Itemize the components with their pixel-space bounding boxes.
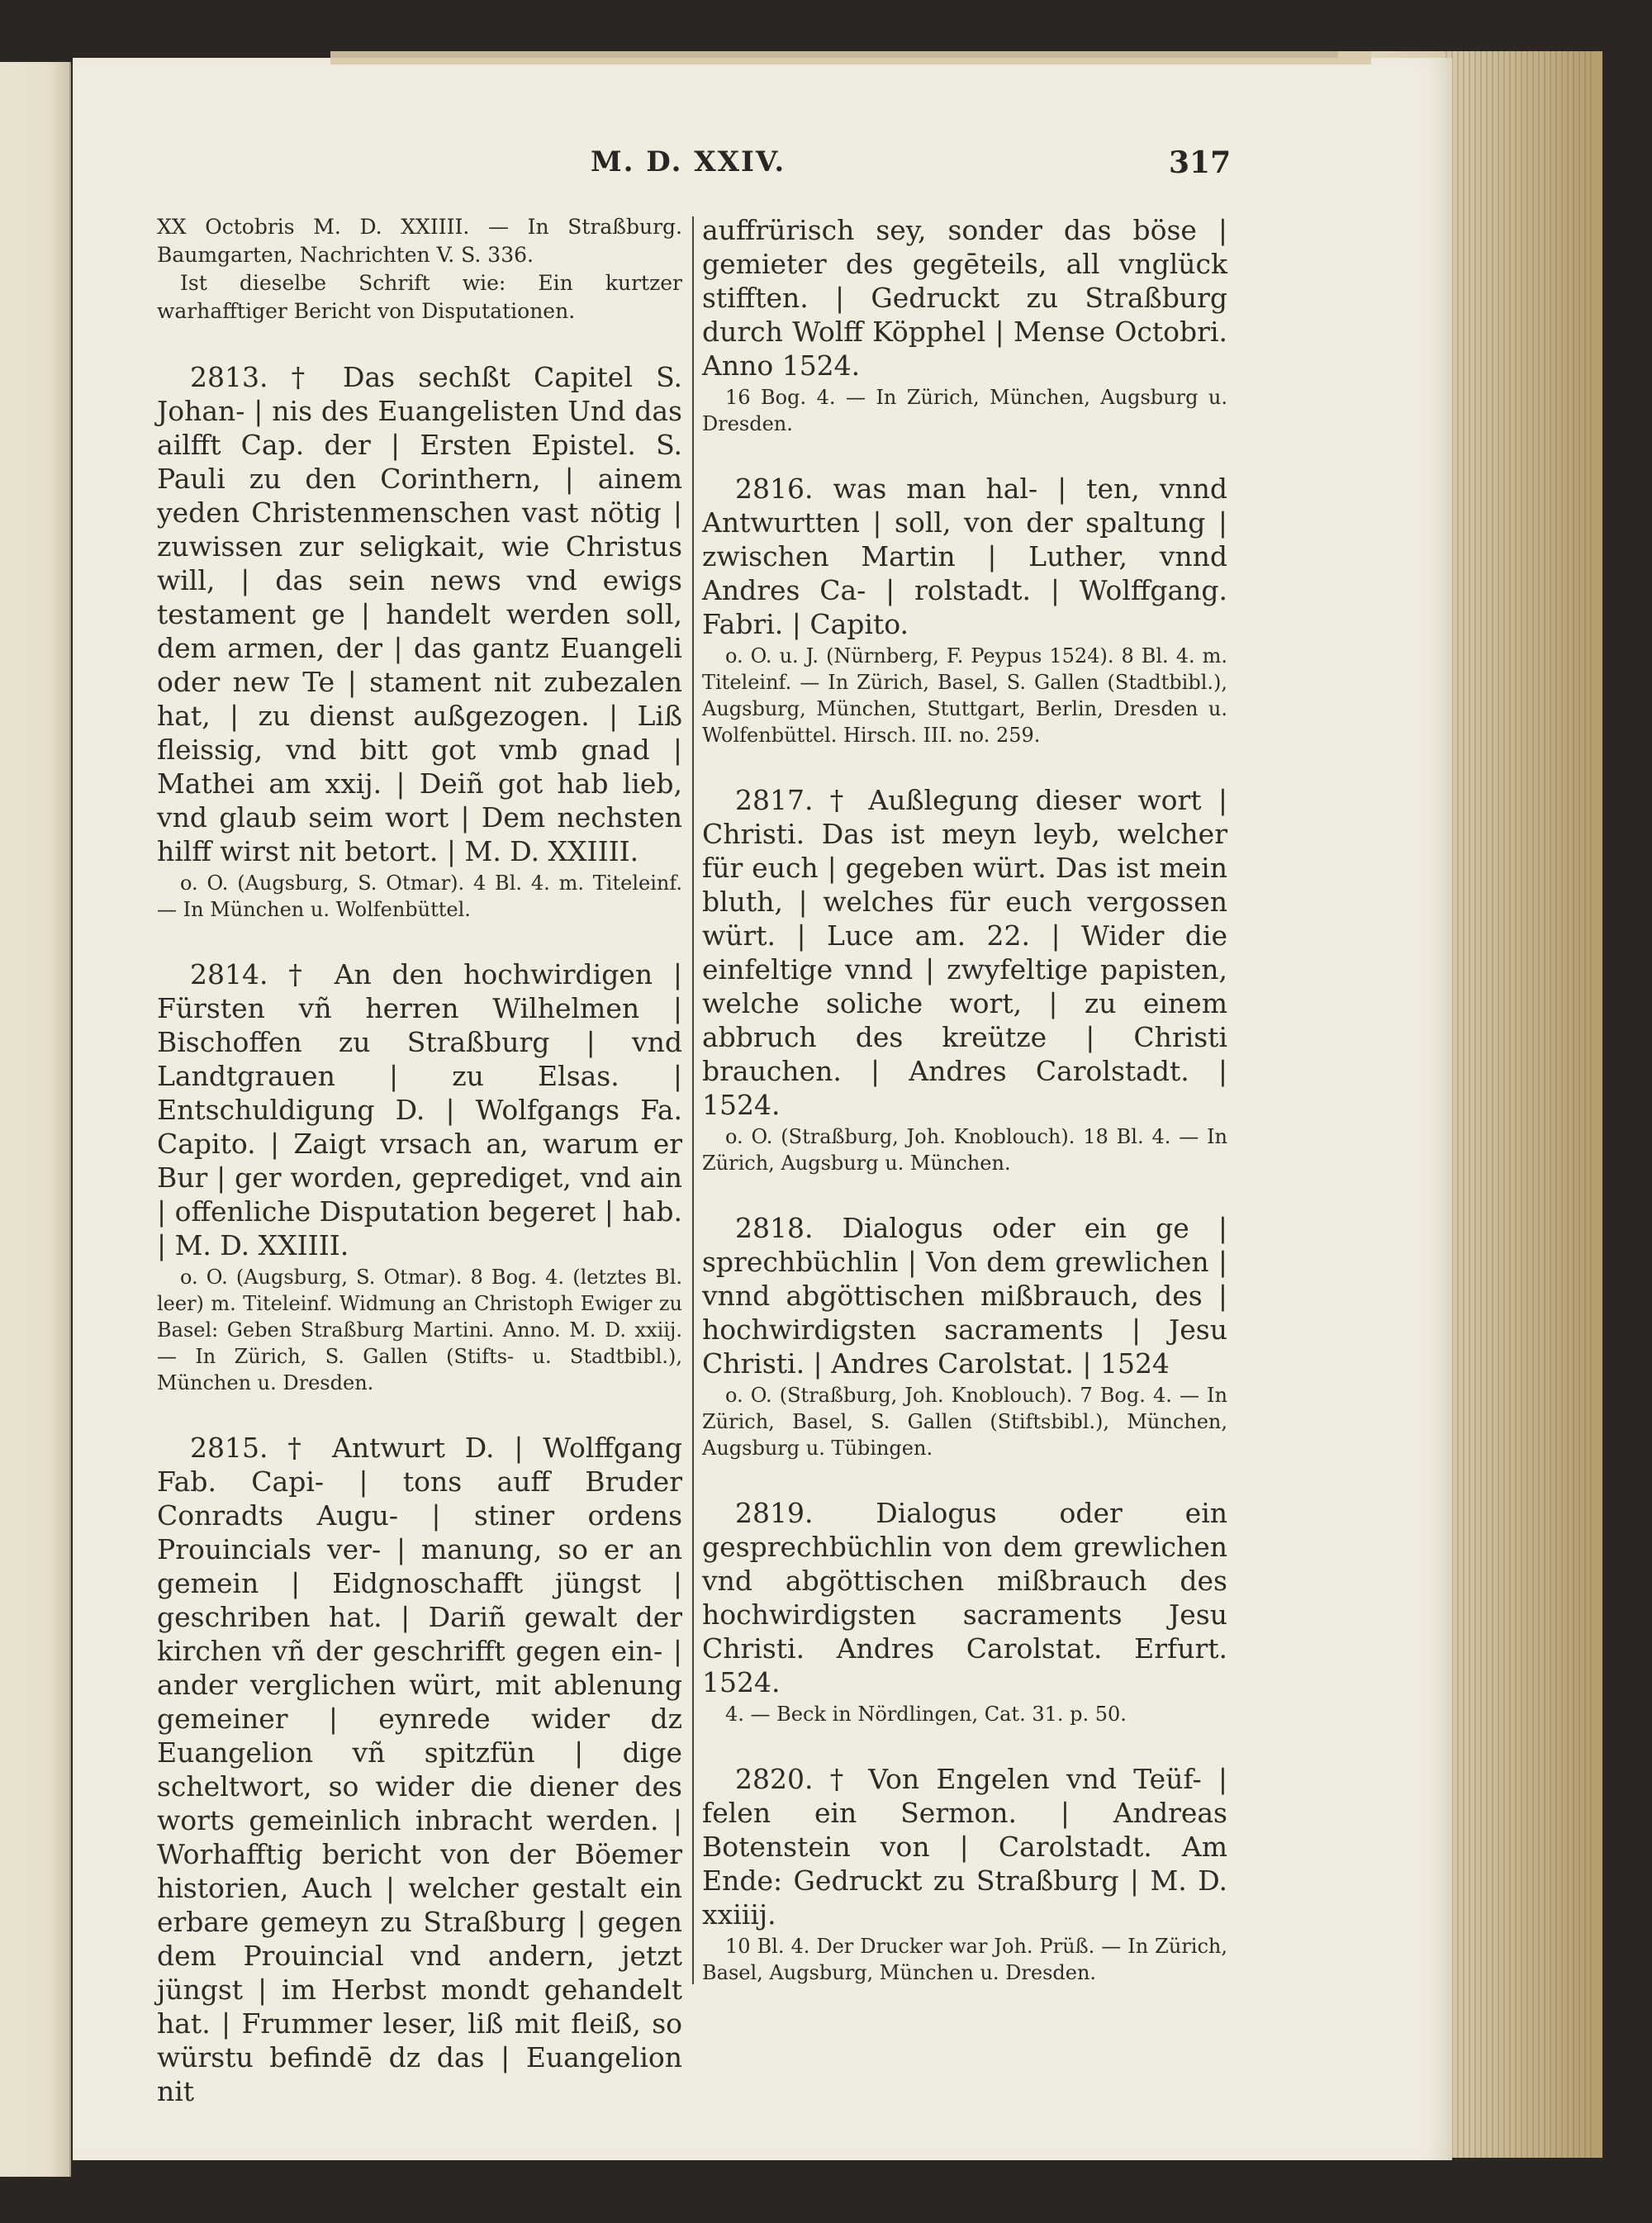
page-header [0,145,1652,195]
entry-title: 2816. was man hal- | ten, vnnd Antwurtten | soll, von der spaltung | zwischen Martin | Luther, vnnd Andres Ca- | rolstadt. | Wolffgang. Fabri. | Capito. [702,473,1227,640]
page-number: 317 [1169,145,1232,180]
catalog-entry-2814 [157,957,682,1396]
entry-title: 2819. Dialogus oder ein gesprechbüchlin von dem grewlichen vnd abgöttischen mißbrauch des hochwirdigsten sacraments Jesu Christi. Andres Carolstat. Erfurt. 1524. [702,1497,1227,1698]
right-column [702,213,1227,2021]
catalog-entry-2816 [702,472,1227,748]
catalog-entry-2813 [157,360,682,923]
entry-notes: o. O. (Straßburg, Joh. Knoblouch). 18 Bl. 4. — In Zürich, Augsburg u. München. [702,1125,1227,1175]
continued-note-line: Ist dieselbe Schrift wie: Ein kurtzer warhafftiger Bericht von Disputationen. [157,271,682,323]
entry-title: auffrürisch sey, sonder das böse | gemieter des gegēteils, all vnglück stifften. | Gedruckt zu Straßburg durch Wolff Köpphel | Mense Octobri. Anno 1524. [702,214,1227,382]
entry-notes: 4. — Beck in Nördlingen, Cat. 31. p. 50. [725,1703,1127,1726]
left-column [157,213,682,2143]
entry-notes: o. O. u. J. (Nürnberg, F. Peypus 1524). 8 Bl. 4. m. Titeleinf. — In Zürich, Basel, S. Gallen (Stadtbibl.), Augsburg, München, Stuttgart, Berlin, Dresden u. Wolfenbüttel. Hirsch. III. no. 259. [702,644,1227,747]
entry-title: 2814. † An den hochwirdigen | Fürsten vñ herren Wilhelmen | Bischoffen zu Straßburg | vnd Landtgrauen | zu Elsas. | Entschuldigung D. | Wolfgangs Fa. Capito. | Zaigt vrsach an, warum er Bur | ger worden, geprediget, vnd ain | offenliche Disputation begeret | hab. | M. D. XXIIII. [157,958,682,1261]
entry-notes: o. O. (Augsburg, S. Otmar). 4 Bl. 4. m. Titeleinf. — In München u. Wolfenbüttel. [157,872,682,921]
running-title: M. D. XXIV. [591,145,786,178]
catalog-entry-2819 [702,1496,1227,1727]
entry-title: 2820. † Von Engelen vnd Teüf- | felen ein Sermon. | Andreas Botenstein von | Carolstadt. Am Ende: Gedruckt zu Straßburg | M. D. xxiiij. [702,1763,1227,1931]
entry-title: 2815. † Antwurt D. | Wolffgang Fab. Capi- | tons auff Bruder Conradts Augu- | stiner ordens Prouincials ver- | manung, so er an gemein | Eidgnoschafft jüngst | geschriben hat. | Dariñ gewalt der kirchen vñ der geschrifft gegen ein- | ander verglichen würt, mit ablenung gemeiner | eynrede wider dz Euangelion vñ spitzfün | dige scheltwort, so wider die diener des worts gemeinlich inbracht werden. | Worhafftig bericht von der Böemer historien, Auch | welcher gestalt ein erbare gemeyn zu Straßburg | gegen dem Prouincial vnd andern, jetzt jüngst | im Herbst mondt gehandelt hat. | Frummer leser, liß mit fleiß, so würstu befindē dz das | Euangelion nit [157,1432,682,2107]
catalog-entry-2818 [702,1211,1227,1461]
entry-notes: o. O. (Augsburg, S. Otmar). 8 Bog. 4. (letztes Bl. leer) m. Titeleinf. Widmung an Christoph Ewiger zu Basel: Geben Straßburg Martini. Anno. M. D. xxiij. — In Zürich, S. Gallen (Stifts- u. Stadtbibl.), München u. Dresden. [157,1266,682,1394]
catalog-entry-2815 [157,1431,682,2108]
entry-title: 2818. Dialogus oder ein ge | sprechbüchlin | Von dem grewlichen | vnnd abgöttischen mißbrauch, des | hochwirdigsten sacraments | Jesu Christi. | Andres Carolstat. | 1524 [702,1212,1227,1380]
entry-notes: 16 Bog. 4. — In Zürich, München, Augsburg u. Dresden. [702,386,1227,435]
page-top-edge [330,51,1371,64]
column-divider [692,216,694,1984]
entry-notes: 10 Bl. 4. Der Drucker war Joh. Prüß. — In Zürich, Basel, Augsburg, München u. Dresden. [702,1935,1227,1984]
catalog-entry-2817 [702,783,1227,1176]
entry-title: 2813. † Das sechßt Capitel S. Johan- | nis des Euangelisten Und das ailfft Cap. der | Ersten Epistel. S. Pauli zu den Corinthern, | ainem yeden Christenmenschen vast nötig | zuwissen zur seligkait, wie Christus will, | das sein news vnd ewigs testament ge | handelt werden soll, dem armen, der | das gantz Euangeli oder new Te | stament nit zubezalen hat, | zu dienst außgezogen. | Liß fleissig, vnd bitt got vmb gnad | Mathei am xxij. | Deiñ got hab lieb, vnd glaub seim wort | Dem nechsten hilff wirst nit betort. | M. D. XXIIII. [157,361,682,867]
catalog-entry-2820 [702,1762,1227,1986]
facing-page-edge [0,62,71,2177]
catalog-entry-2815-continued [702,213,1227,437]
continued-note-line: XX Octobris M. D. XXIIII. — In Straßburg. Baumgarten, Nachrichten V. S. 336. [157,215,682,267]
entry-notes: o. O. (Straßburg, Joh. Knoblouch). 7 Bog. 4. — In Zürich, Basel, S. Gallen (Stiftsbibl.), München, Augsburg u. Tübingen. [702,1384,1227,1460]
continued-notes [157,213,682,325]
entry-title: 2817. † Außlegung dieser wort | Christi. Das ist meyn leyb, welcher für euch | gegeben würt. Das ist mein bluth, | welches für euch vergossen würt. | Luce am. 22. | Wider die einfeltige vnnd | zwyfeltige papisten, welche soliche wort, | zu einem abbruch des kreütze | Christi brauchen. | Andres Carolstadt. | 1524. [702,784,1227,1121]
